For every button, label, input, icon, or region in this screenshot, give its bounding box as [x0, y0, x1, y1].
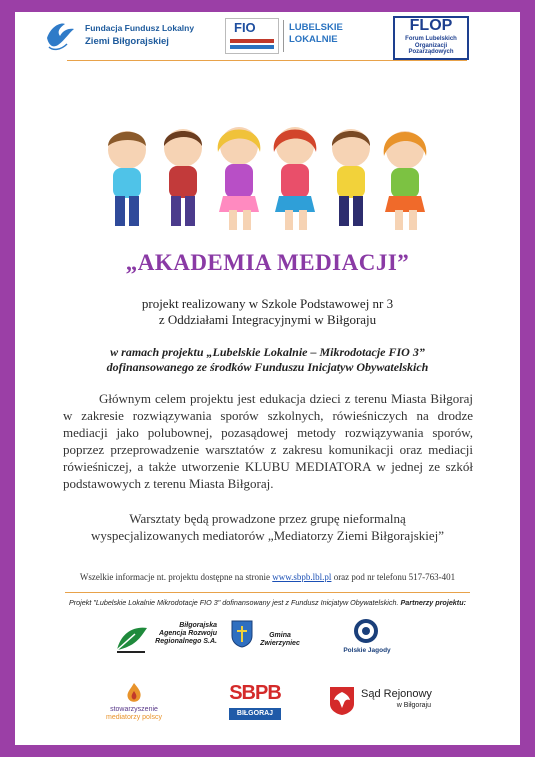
fio-mark-box: [225, 18, 279, 54]
barr-logo: [115, 620, 220, 656]
fio-logo: [225, 18, 345, 54]
page-title: „AKADEMIA MEDIACJI”: [125, 250, 410, 275]
barr-line-3: Regionalnego S.A.: [155, 638, 217, 645]
child-figure: [164, 129, 202, 226]
sad-line-1: Sąd Rejonowy: [361, 688, 432, 700]
partners-label: Partnerzy projektu:: [400, 598, 466, 607]
body-paragraph: Głównym celem projektu jest edukacja dzieci z terenu Miasta Biłgoraj w zakresie rozwiązywania sporów szkolnych, rówieśniczych na drodze mediacji jako polubownej, pozasądowej metody rozwiązywania sporów, poprzez przeprowadzenie warsztatów z zakresu komunikacji oraz mediacji rówieśniczej, a także utworzenie KLUBU MEDIATORA w jednej ze szkół podstawowych z terenu Miasta Biłgoraj.: [63, 391, 473, 491]
barr-line-2: Agencja Rozwoju: [159, 630, 217, 637]
sad-rejonowy-logo: [329, 686, 449, 722]
lubelskie-lokalnie-text: LUBELSKIE LOKALNIE: [289, 22, 343, 45]
fio-divider: [283, 20, 284, 52]
cofinance-note: [15, 598, 520, 607]
gmina-crest-icon: [231, 620, 253, 648]
project-line-2: z Oddziałami Integracyjnymi w Biłgoraju: [158, 312, 377, 327]
jagody-ring-icon: [353, 618, 379, 644]
contact-info: [15, 572, 520, 582]
sbpb-mark: SBPB: [229, 682, 281, 704]
workshops-paragraph: [15, 510, 520, 544]
polskie-jagody-logo: [331, 618, 403, 660]
ffl-line1: Fundacja Fundusz Lokalny: [85, 23, 195, 33]
gmina-line-2: Zwierzyniec: [260, 640, 300, 647]
ffl-logo: [43, 18, 203, 52]
workshops-line-1: Warsztaty będą prowadzone przez grupę nieformalną: [129, 511, 406, 526]
sad-line-2: w Biłgoraju: [396, 702, 431, 709]
barr-leaf-icon: [115, 624, 149, 654]
workshops-line-2: wyspecjalizowanych mediatorów „Mediatorzy Ziemi Biłgorajskiej”: [90, 528, 445, 543]
poster-page: [15, 12, 520, 745]
eagle-emblem-icon: [329, 686, 355, 716]
smp-line-2: mediatorzy polscy: [105, 714, 163, 721]
child-figure: [384, 131, 427, 230]
funding-line-1: w ramach projektu „Lubelskie Lokalnie – Mikrodotacje FIO 3”: [110, 345, 425, 359]
barr-line-1: Biłgorajska: [179, 622, 217, 629]
project-description: [15, 296, 520, 328]
ffl-line2: Ziemi Biłgorajskiej: [85, 36, 169, 47]
child-figure: [332, 129, 370, 226]
gmina-line-1: Gmina: [269, 632, 291, 639]
flop-subtitle: Forum Lubelskich Organizacji Pozarządowych: [405, 36, 457, 55]
flame-icon: [125, 682, 143, 704]
sbpb-sub: BIŁGORAJ: [229, 708, 281, 720]
flop-logo: [393, 16, 469, 60]
jagody-text: Polskie Jagody: [343, 647, 391, 654]
barr-text: [151, 622, 217, 646]
smp-line-1: stowarzyszenie: [110, 706, 158, 713]
gmina-zwierzyniec-logo: [231, 618, 311, 658]
header-logos: [15, 12, 520, 64]
funding-description: [15, 345, 520, 375]
sbpb-logo: [223, 682, 287, 724]
header-divider: [67, 60, 467, 61]
fio-bar-blue: [230, 45, 274, 49]
child-figure: [274, 127, 317, 230]
fio-mark: FIO: [234, 20, 256, 35]
child-figure: [218, 127, 261, 230]
mediatorzy-polscy-logo: [89, 682, 179, 726]
info-prefix: Wszelkie informacje nt. projektu dostępne na stronie: [79, 572, 271, 582]
bird-logo-icon: [43, 18, 77, 52]
info-suffix: oraz pod nr telefonu 517-763-401: [333, 572, 456, 582]
funding-line-2: dofinansowanego ze środków Funduszu Inicjatyw Obywatelskich: [106, 360, 429, 374]
project-line-1: projekt realizowany w Szkole Podstawowej nr 3: [141, 296, 394, 311]
website-link[interactable]: www.sbpb.lbl.pl: [272, 572, 332, 582]
smp-text: [89, 706, 179, 722]
gmina-text: [251, 632, 309, 648]
cofinance-text: Projekt "Lubelskie Lokalnie Mikrodotacje FIO 3" dofinansowany jest z Fundusz Inicjatyw Obywatelskich.: [68, 598, 399, 607]
children-illustration: [97, 112, 437, 242]
flop-title: FLOP: [409, 17, 453, 34]
fio-bar-red: [230, 39, 274, 43]
child-figure: [108, 131, 146, 226]
footer-divider: [65, 592, 470, 593]
